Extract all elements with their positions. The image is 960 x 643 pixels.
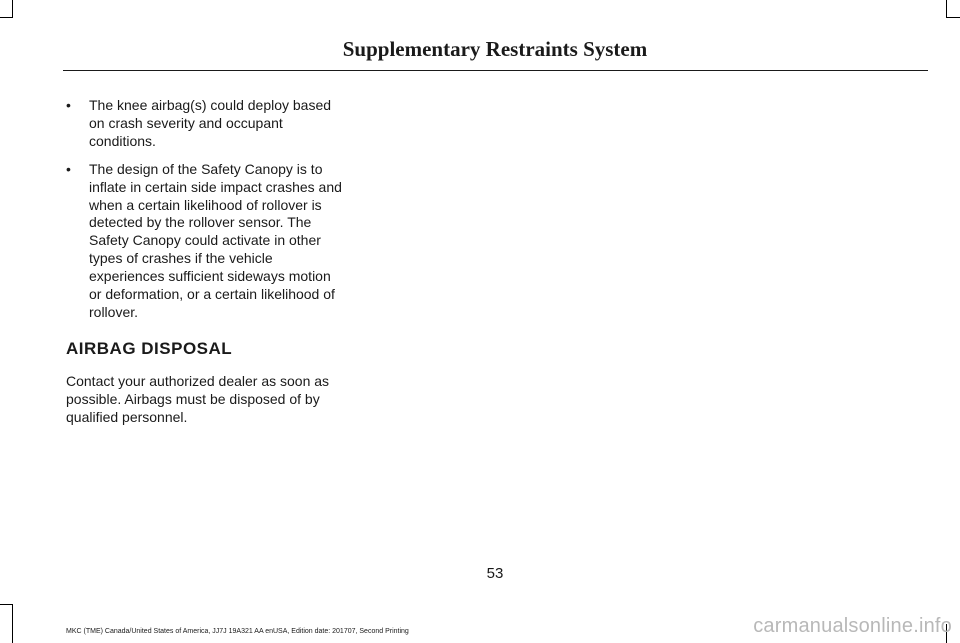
section-heading: AIRBAG DISPOSAL [66,338,233,358]
list-item-text: The design of the Safety Canopy is to inflate in certain side impact crashes and when a certain likelihood of rollover is detected by the rollover sensor. The Safety Canopy could activate in other types of crashes if the vehicle experiences sufficient sideways motion or deformation, or a certain likelihood of rollover. [89,160,342,320]
header-divider [63,70,928,71]
crop-mark-top-left-horizontal [0,17,13,18]
page-number: 53 [486,565,504,582]
crop-mark-top-right-vertical [946,0,947,18]
list-item-text: The knee airbag(s) could deploy based on crash severity and occupant conditions. [89,97,332,149]
bullet-list [66,97,346,322]
list-item [66,161,346,322]
edition-footer: MKC (TME) Canada/United States of America, JJ7J 19A321 AA enUSA, Edition date: 201707, Second Printing [66,628,409,635]
list-item [66,97,346,151]
bullet-icon: • [66,160,71,177]
watermark: carmanualsonline.info [753,615,952,637]
crop-mark-top-right-horizontal [946,17,960,18]
body-paragraph: Contact your authorized dealer as soon as possible. Airbags must be disposed of by qualified personnel. [66,372,330,425]
crop-mark-top-left-vertical [12,0,13,18]
bullet-icon: • [66,97,71,113]
crop-mark-bottom-left-vertical [12,604,13,643]
page-content [66,97,346,427]
crop-mark-bottom-left-horizontal [0,604,13,605]
page-title: Supplementary Restraints System [342,37,648,61]
